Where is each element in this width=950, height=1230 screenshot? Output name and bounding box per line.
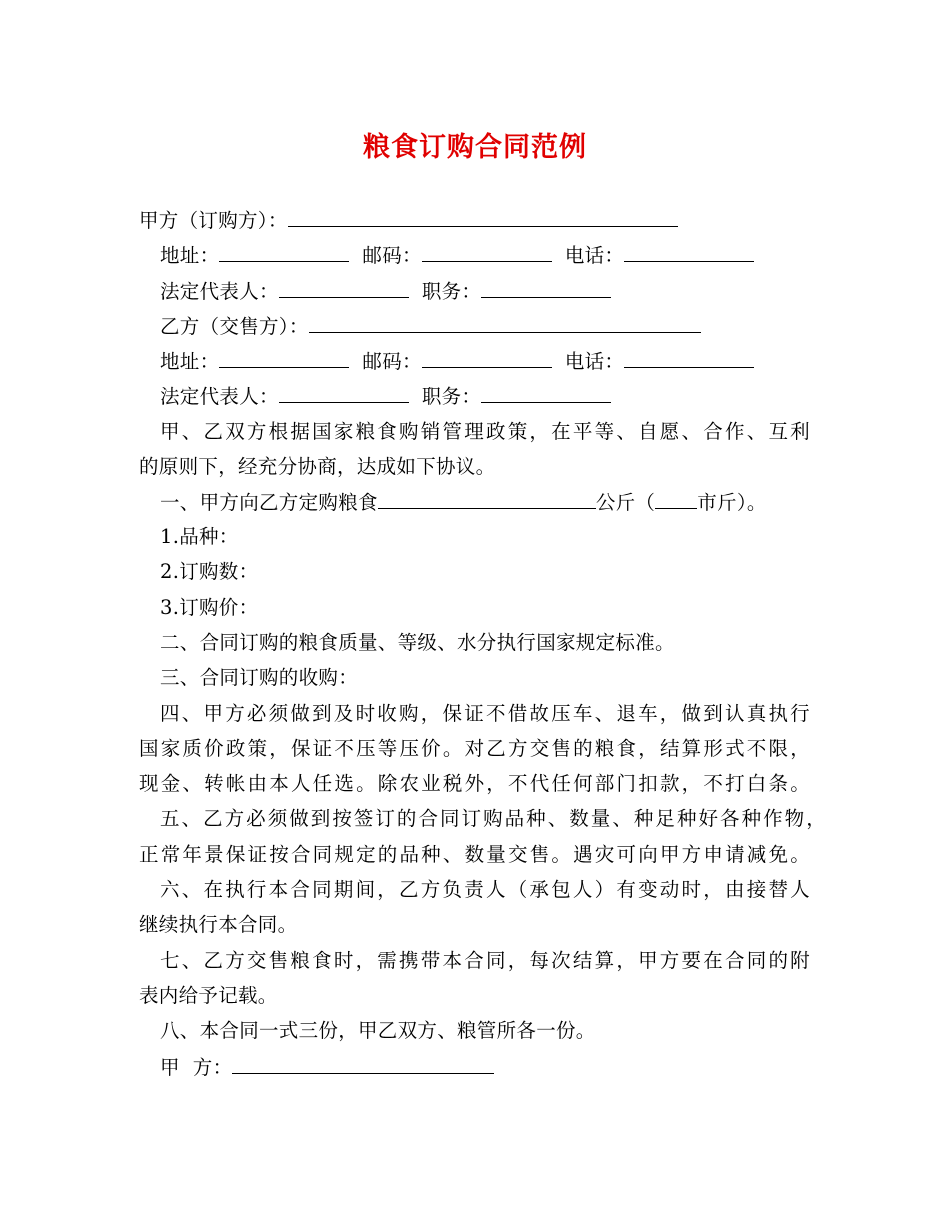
party-b-line: [160, 308, 850, 345]
party-a-postcode-label: 邮码：: [362, 244, 422, 267]
party-b-phone-label: 电话：: [564, 350, 625, 373]
party-b-position-label: 职务：: [421, 385, 482, 408]
party-b-contact-line: [160, 343, 850, 380]
clause-7-line-1: 七、乙方交售粮食时，需携带本合同，每次结算，甲方要在合同的附: [160, 949, 810, 972]
party-b-rep-blank[interactable]: [279, 378, 409, 403]
clause-7-line-2: 表内给予记载。: [139, 984, 278, 1007]
signature-party-a-line: [160, 1049, 850, 1086]
clause-1-kg-blank[interactable]: [378, 484, 596, 509]
party-b-rep-label: 法定代表人：: [160, 385, 279, 408]
party-b-postcode-label: 邮码：: [362, 350, 422, 373]
party-a-line: [139, 202, 829, 239]
party-a-label: 甲方（订购方）：: [139, 209, 288, 232]
intro-line-1: 甲、乙双方根据国家粮食购销管理政策，在平等、自愿、合作、互利: [160, 420, 810, 443]
signature-party-a-label: 甲 方：: [160, 1056, 233, 1079]
party-a-rep-line: [160, 273, 850, 310]
clause-4-line-2: 国家质价政策，保证不压等压价。对乙方交售的粮食，结算形式不限，: [139, 737, 810, 760]
clause-6-line-2: 继续执行本合同。: [139, 913, 298, 936]
party-b-address-blank[interactable]: [219, 343, 349, 368]
party-a-rep-label: 法定代表人：: [160, 280, 279, 303]
party-a-address-blank[interactable]: [219, 237, 349, 262]
clause-6-line-1: 六、在执行本合同期间，乙方负责人（承包人）有变动时，由接替人: [160, 878, 810, 901]
clause-3: 三、合同订购的收购：: [160, 666, 359, 689]
item-2: 2.订购数：: [160, 560, 259, 583]
party-b-rep-line: [160, 378, 850, 415]
party-a-postcode-blank[interactable]: [422, 237, 552, 262]
party-a-phone-blank[interactable]: [624, 237, 754, 262]
party-a-rep-blank[interactable]: [279, 273, 409, 298]
clause-1-unit: 公斤（: [595, 491, 656, 514]
item-3: 3.订购价：: [160, 596, 259, 619]
party-a-position-label: 职务：: [421, 280, 482, 303]
party-b-postcode-blank[interactable]: [422, 343, 552, 368]
party-a-position-blank[interactable]: [481, 273, 611, 298]
clause-4-line-3: 现金、转帐由本人任选。除农业税外，不代任何部门扣款，不打白条。: [139, 772, 810, 795]
clause-2: 二、合同订购的粮食质量、等级、水分执行国家规定标准。: [160, 631, 675, 654]
party-a-name-blank[interactable]: [288, 202, 678, 227]
clause-8: 八、本合同一式三份，甲乙双方、粮管所各一份。: [160, 1019, 596, 1042]
party-b-position-blank[interactable]: [481, 378, 611, 403]
intro-line-2: 的原则下，经充分协商，达成如下协议。: [139, 455, 496, 478]
party-a-phone-label: 电话：: [564, 244, 625, 267]
party-b-phone-blank[interactable]: [624, 343, 754, 368]
party-b-label: 乙方（交售方）：: [160, 315, 309, 338]
item-1: 1.品种：: [160, 525, 239, 548]
clause-5-line-1: 五、乙方必须做到按签订的合同订购品种、数量、种足种好各种作物，: [160, 807, 826, 830]
party-b-name-blank[interactable]: [309, 308, 701, 333]
document-title: 粮食订购合同范例: [363, 132, 587, 163]
clause-1-jin-blank[interactable]: [655, 484, 697, 509]
clause-1-suffix: 市斤）。: [697, 491, 767, 514]
signature-party-a-blank[interactable]: [232, 1049, 494, 1074]
party-a-contact-line: [160, 237, 850, 274]
clause-4-line-1: 四、甲方必须做到及时收购，保证不借故压车、退车，做到认真执行: [160, 702, 810, 725]
party-a-address-label: 地址：: [160, 244, 220, 267]
clause-1-line: [160, 484, 850, 521]
clause-1-prefix: 一、甲方向乙方定购粮食: [160, 491, 378, 514]
party-b-address-label: 地址：: [160, 350, 220, 373]
clause-5-line-2: 正常年景保证按合同规定的品种、数量交售。遇灾可向甲方申请减免。: [139, 843, 810, 866]
